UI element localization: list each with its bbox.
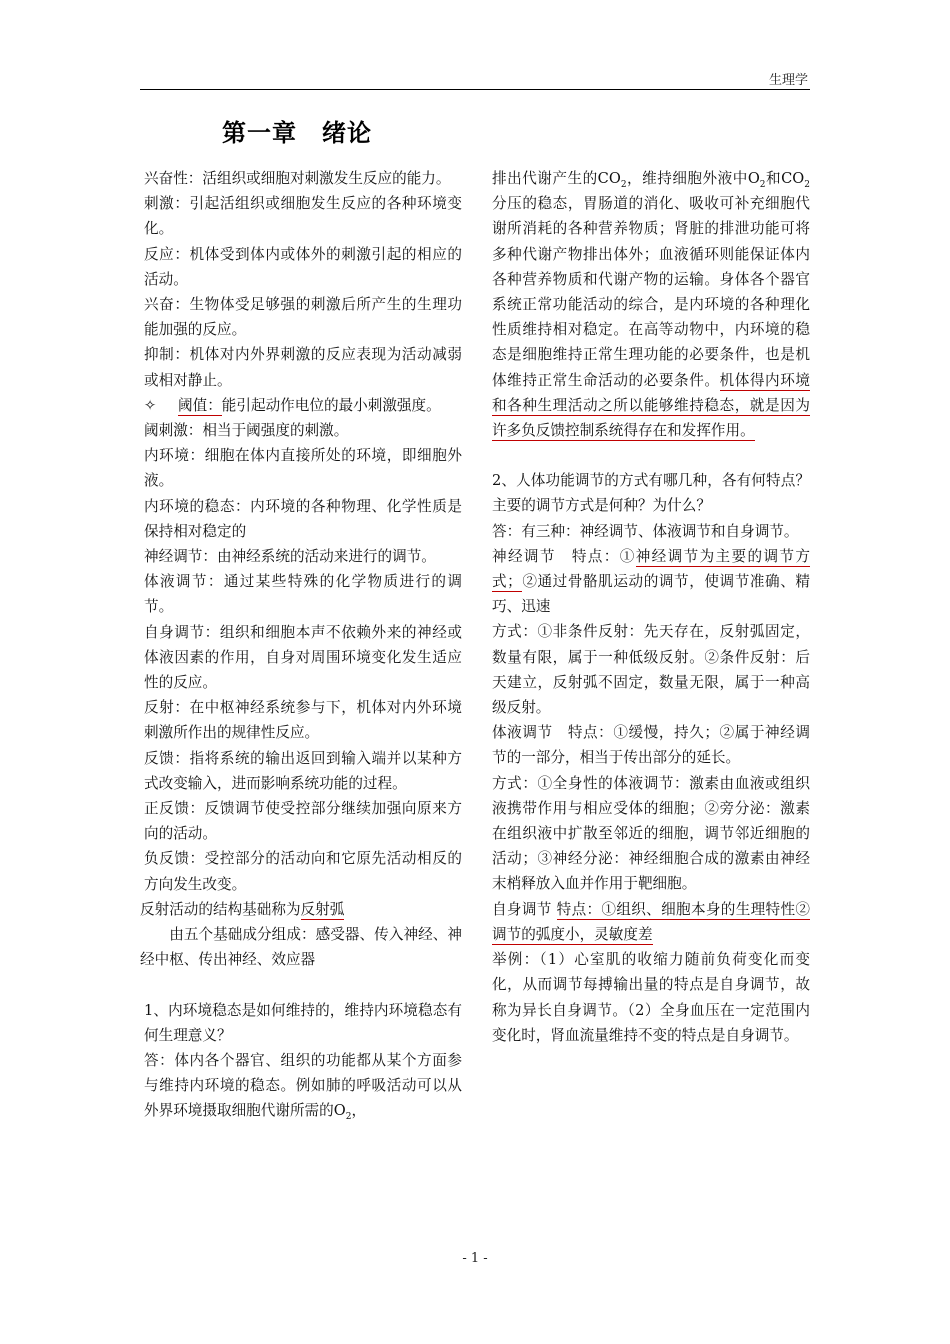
autoregulation-features: 自身调节 特点：①组织、细胞本身的生理特性②调节的弧度小，灵敏度差	[492, 900, 810, 943]
humoral-regulation-modes: 方式：①全身性的体液调节：激素由血液或组织液携带作用与相应受体的细胞；②旁分泌：激素在组织液中扩散至邻近的细胞，调节邻近细胞的活动；③神经分泌：神经细胞合成的激素由神经末梢释放入血并作用于靶细胞。	[492, 774, 810, 893]
left-column	[140, 166, 462, 1124]
answer-1-continued: 排出代谢产生的$CO_2$，维持细胞外液中$O_2$和$CO_2$分压的稳态，胃肠道的消化、吸收可补充细胞代谢所消耗的各种营养物质；肾脏的排泄功能可将多种代谢产物排出体外；血液循环则能保证体内各种营养物质和代谢产物的运输。身体各个器官系统正常功能活动的综合，是内环境的各种理化性质维持相对稳定。在高等动物中，内环境的稳态是细胞维持正常生理功能的必要条件，也是机体维持正常生命活动的必要条件。机体得内环境和各种生理活动之所以能够维持稳态，就是因为许多负反馈控制系统得存在和发挥作用。	[492, 170, 810, 440]
def-inhibition: 抑制：机体对内外界刺激的反应表现为活动减弱或相对静止。	[144, 346, 462, 389]
def-reflex: 反射：在中枢神经系统参与下，机体对内外环境刺激所作出的规律性反应。	[144, 699, 462, 742]
header-label: 生理学	[768, 73, 808, 88]
def-internal-environment: 内环境：细胞在体内直接所处的环境，即细胞外液。	[144, 447, 462, 490]
reflex-arc-components: 由五个基础成分组成：感受器、传入神经、神经中枢、传出神经、效应器	[140, 926, 462, 969]
question-1: 1、内环境稳态是如何维持的，维持内环境稳态有何生理意义？	[144, 1001, 462, 1044]
reflex-arc-line: 反射活动的结构基础称为反射弧	[140, 900, 345, 918]
def-excitation: 兴奋：生物体受足够强的刺激后所产生的生理功能加强的反应。	[144, 296, 462, 339]
def-negative-feedback: 负反馈：受控部分的活动向和它原先活动相反的方向发生改变。	[144, 850, 462, 893]
diamond-bullet-icon: ✧	[144, 396, 157, 414]
def-autoregulation: 自身调节：组织和细胞本声不依赖外来的神经或体液因素的作用，自身对周围环境变化发生适应性的反应。	[144, 623, 462, 692]
def-positive-feedback: 正反馈：反馈调节使受控部分继续加强向原来方向的活动。	[144, 800, 462, 843]
threshold-term: 阈值：	[178, 396, 222, 414]
page-number: - 1 -	[462, 1251, 488, 1266]
neural-regulation-features: 神经调节 特点：①神经调节为主要的调节方式；②通过骨骼肌运动的调节，使调节准确、精巧、迅速	[492, 547, 810, 616]
negative-feedback-emphasis: 机体得内环境和各种生理活动之所以能够维持稳态，就是因为许多负反馈控制系统得存在和发挥作用。	[492, 371, 810, 440]
def-response: 反应：机体受到体内或体外的刺激引起的相应的活动。	[144, 245, 462, 288]
autoregulation-emphasis: 特点：①组织、细胞本身的生理特性②调节的弧度小，灵敏度差	[492, 900, 810, 943]
neural-main-mode-emphasis: 神经调节为主要的调节方式；	[492, 547, 810, 591]
chapter-title: 第一章 绪论	[222, 119, 372, 147]
answer-1-start: 答：体内各个器官、组织的功能都从某个方面参与维持内环境的稳态。例如肺的呼吸活动可以从外界环境摄取细胞代谢所需的$O_2$，	[144, 1051, 462, 1123]
def-neural-regulation: 神经调节：由神经系统的活动来进行的调节。	[144, 548, 436, 566]
neural-regulation-modes: 方式：①非条件反射：先天存在，反射弧固定，数量有限，属于一种低级反射。②条件反射：后天建立，反射弧不固定，数量无限，属于一种高级反射。	[492, 623, 810, 717]
def-excitability: 兴奋性：活组织或细胞对刺激发生反应的能力。	[144, 170, 451, 187]
right-column	[492, 166, 810, 1048]
autoregulation-example: 举例：（1）心室肌的收缩力随前负荷变化而变化，从而调节每搏输出量的特点是自身调节，故称为异长自身调节。（2）全身血压在一定范围内变化时，肾血流量维持不变的特点是自身调节。	[492, 951, 810, 1044]
question-2: 2、人体功能调节的方式有哪几种，各有何特点？主要的调节方式是何种？为什么？	[492, 472, 810, 515]
answer-2: 答：有三种：神经调节、体液调节和自身调节。	[492, 522, 799, 540]
def-feedback: 反馈：指将系统的输出返回到输入端并以某种方式改变输入，进而影响系统功能的过程。	[144, 749, 462, 792]
def-threshold	[144, 393, 462, 418]
def-stimulus: 刺激：引起活组织或细胞发生反应的各种环境变化。	[144, 195, 462, 238]
reflex-arc-term: 反射弧	[300, 900, 345, 918]
humoral-regulation-features: 体液调节 特点：①缓慢，持久；②属于神经调节的一部分，相当于传出部分的延长。	[492, 724, 810, 767]
header-rule	[140, 89, 810, 90]
threshold-text: 能引起动作电位的最小刺激强度。	[221, 396, 441, 414]
def-humoral-regulation: 体液调节：通过某些特殊的化学物质进行的调节。	[144, 573, 462, 616]
def-threshold-stimulus: 阈刺激：相当于阈强度的刺激。	[144, 422, 349, 440]
def-homeostasis: 内环境的稳态：内环境的各种物理、化学性质是保持相对稳定的	[144, 497, 462, 540]
